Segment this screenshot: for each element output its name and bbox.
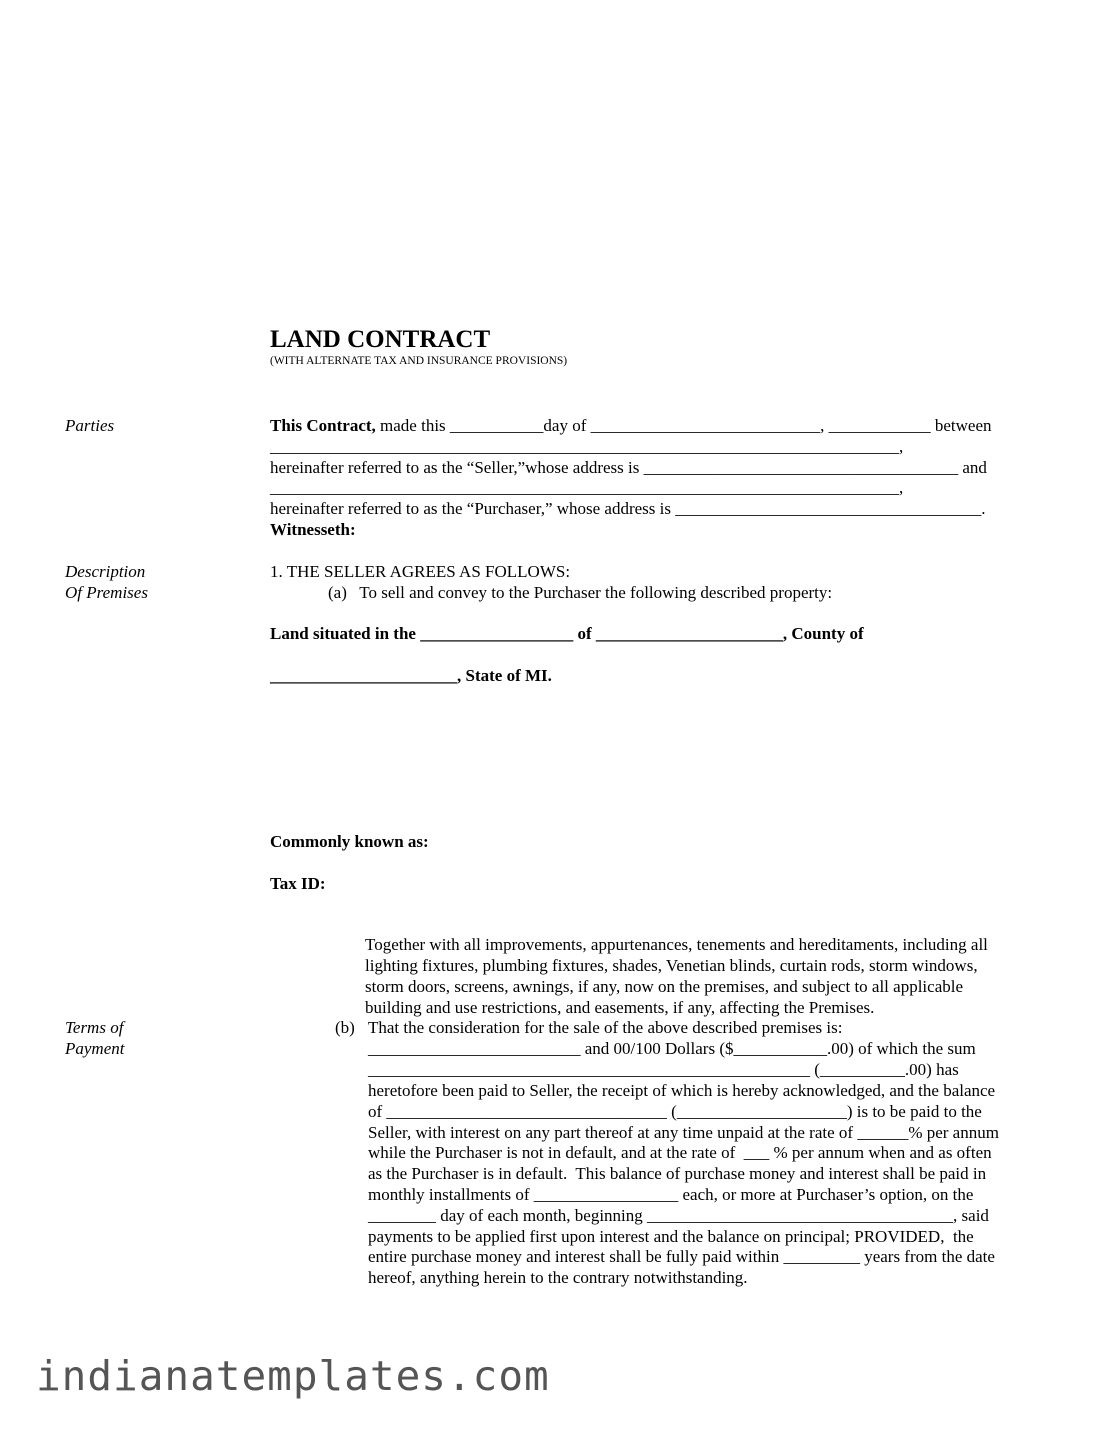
terms-line: of _________________________________ (____________________) is to be paid to the <box>368 1102 982 1121</box>
item-b-label: (b) <box>335 1018 355 1037</box>
sidebar-label-description: Description <box>65 562 146 581</box>
state-line: ______________________, State of MI. <box>270 666 552 685</box>
witnesseth-heading: Witnesseth: <box>270 520 356 539</box>
terms-line: _________________________ and 00/100 Dollars ($___________.00) of which the sum <box>368 1039 976 1058</box>
parties-line-1-text: made this ___________day of ___________________________, ____________ between <box>375 416 992 435</box>
item-a-text: (a) To sell and convey to the Purchaser the following described property: <box>328 583 833 602</box>
terms-line: hereof, anything herein to the contrary notwithstanding. <box>368 1268 748 1287</box>
together-line: storm doors, screens, awnings, if any, now on the premises, and subject to all applicable <box>365 977 964 996</box>
site-watermark: indianatemplates.com <box>36 1352 550 1400</box>
terms-line: That the consideration for the sale of the above described premises is: <box>368 1018 843 1037</box>
section-1-heading: 1. THE SELLER AGREES AS FOLLOWS: <box>270 562 571 581</box>
terms-line: entire purchase money and interest shall be fully paid within _________ years from the date <box>368 1247 995 1266</box>
terms-line: while the Purchaser is not in default, and at the rate of ___ % per annum when and as often <box>368 1143 992 1162</box>
document-subtitle: (WITH ALTERNATE TAX AND INSURANCE PROVISIONS) <box>270 355 568 367</box>
purchaser-name-blank: __________________________________________________________________________, <box>270 478 904 497</box>
terms-line: payments to be applied first upon interest and the balance on principal; PROVIDED, the <box>368 1227 974 1246</box>
together-line: building and use restrictions, and easements, if any, affecting the Premises. <box>365 998 875 1017</box>
sidebar-label-payment: Payment <box>65 1039 125 1058</box>
purchaser-address-line: hereinafter referred to as the “Purchaser,” whose address is ____________________________________. <box>270 499 986 518</box>
sidebar-label-terms-of: Terms of <box>65 1018 124 1037</box>
terms-line: as the Purchaser is in default. This balance of purchase money and interest shall be paid in <box>368 1164 987 1183</box>
parties-line-1 <box>270 415 992 436</box>
terms-line: Seller, with interest on any part thereof at any time unpaid at the rate of ______% per annum <box>368 1123 999 1142</box>
terms-line: ____________________________________________________ (__________.00) has <box>368 1060 959 1079</box>
sidebar-label-parties: Parties <box>65 416 115 435</box>
sidebar-label-of-premises: Of Premises <box>65 583 148 602</box>
land-situated-line: Land situated in the __________________ of ______________________, County of <box>270 624 864 643</box>
this-contract-label: This Contract, <box>270 416 376 435</box>
tax-id-label: Tax ID: <box>270 874 326 893</box>
terms-line: heretofore been paid to Seller, the receipt of which is hereby acknowledged, and the balance <box>368 1081 996 1100</box>
document-title: LAND CONTRACT <box>270 326 491 353</box>
commonly-known-label: Commonly known as: <box>270 832 429 851</box>
together-line: Together with all improvements, appurtenances, tenements and hereditaments, including all <box>365 935 988 954</box>
terms-line: monthly installments of _________________ each, or more at Purchaser’s option, on the <box>368 1185 974 1204</box>
terms-line: ________ day of each month, beginning ____________________________________, said <box>368 1206 989 1225</box>
seller-address-line: hereinafter referred to as the “Seller,”whose address is _____________________________________ and <box>270 458 987 477</box>
together-line: lighting fixtures, plumbing fixtures, shades, Venetian blinds, curtain rods, storm windows, <box>365 956 978 975</box>
seller-name-blank: __________________________________________________________________________, <box>270 437 904 456</box>
